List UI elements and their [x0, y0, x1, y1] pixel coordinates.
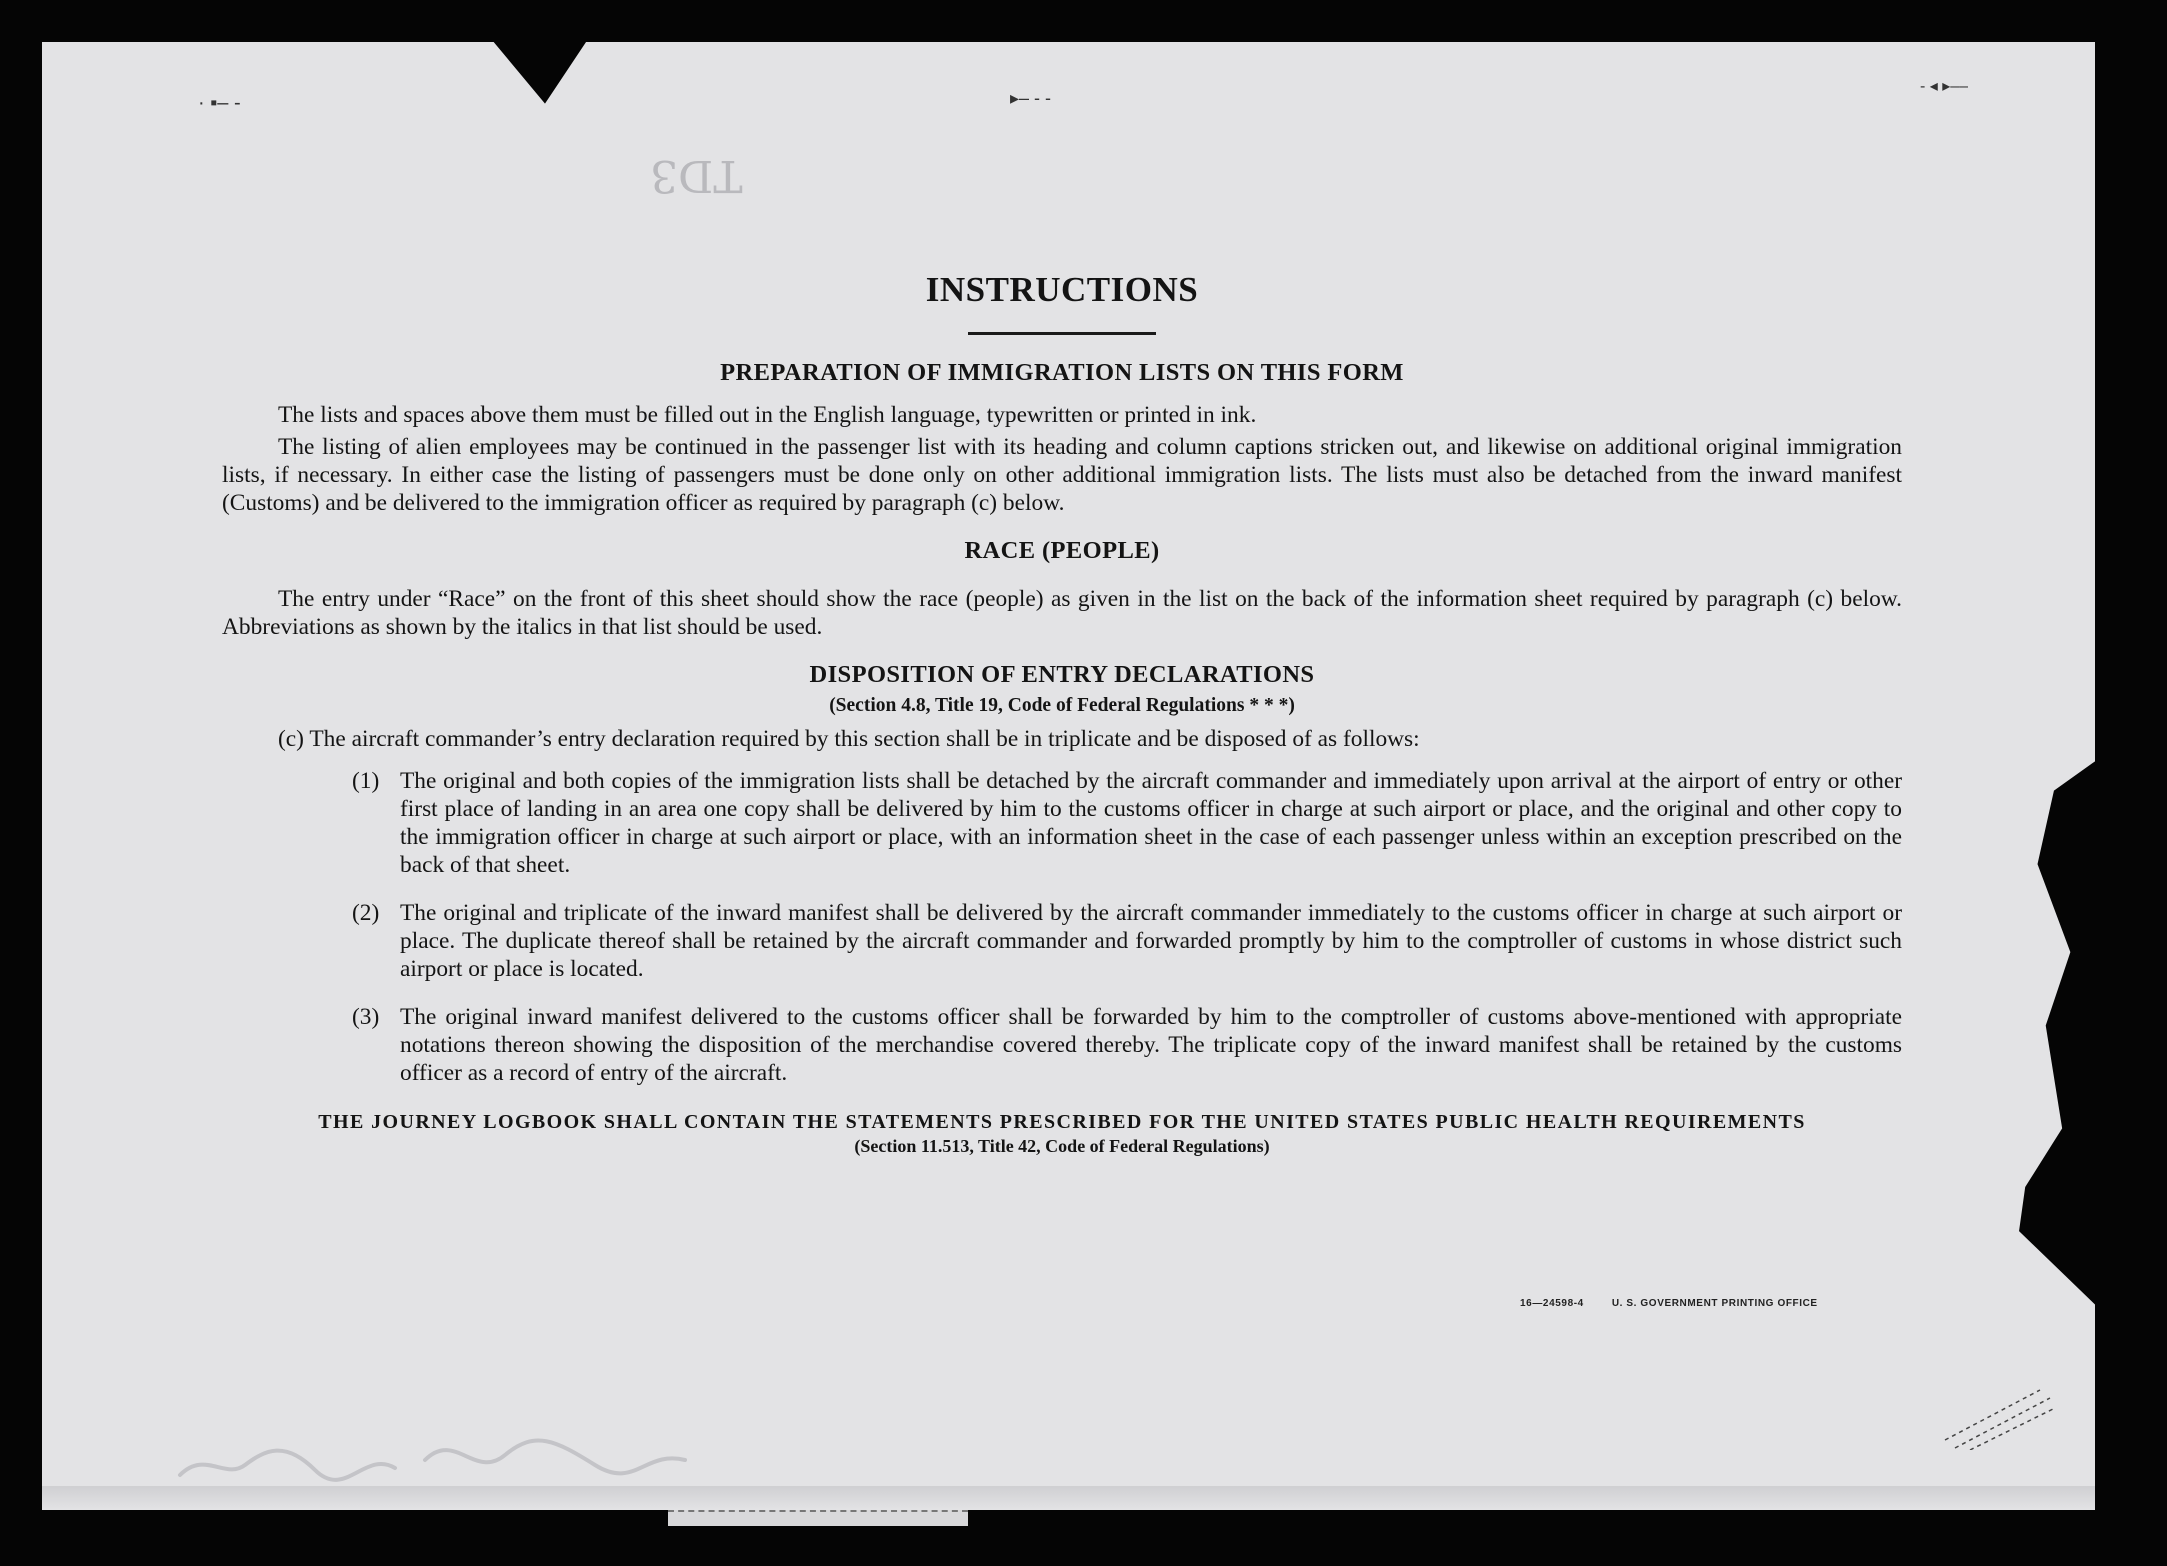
perforation-marks: [1940, 1370, 2060, 1450]
health-citation: (Section 11.513, Title 42, Code of Federal Regulations): [854, 1136, 1270, 1156]
printer-imprint: [1520, 1298, 1846, 1309]
item-text: The original and both copies of the immigration lists shall be detached by the aircraft commander and immediately upon arrival at the airport of entry or other first place of landing in an area one copy shall be delivered by him to the customs officer in charge at such airport or place, and the original and other copy to the immigration officer in charge at such airport or place, with an information sheet in the case of each passenger unless within an exception prescribed on the back of that sheet.: [400, 768, 1902, 878]
page-title: INSTRUCTIONS: [925, 270, 1199, 309]
item-number: (1): [352, 768, 380, 794]
section-heading-preparation: PREPARATION OF IMMIGRATION LISTS ON THIS FORM: [720, 359, 1404, 386]
scan-speck: - ◂ ▸––: [1920, 78, 1969, 95]
section-citation: (Section 4.8, Title 19, Code of Federal Regulations * * *): [829, 695, 1295, 716]
pencil-notation: TD3: [650, 150, 743, 201]
list-item: [222, 767, 1902, 879]
torn-tab: [668, 1510, 968, 1526]
item-number: (2): [352, 900, 380, 926]
health-statement: THE JOURNEY LOGBOOK SHALL CONTAIN THE STATEMENTS PRESCRIBED FOR THE UNITED STATES PUBLIC HEALTH REQUIREMENTS: [318, 1111, 1806, 1133]
instructions-content: [222, 270, 1902, 1157]
paragraph-c: (c) The aircraft commander’s entry declaration required by this section shall be in triplicate and be disposed of as follows:: [278, 726, 1420, 752]
item-text: The original inward manifest delivered to the customs officer shall be forwarded by him to the comptroller of customs above-mentioned with appropriate notations thereon showing the disposition of the merchandise covered thereby. The triplicate copy of the inward manifest shall be retained by the customs officer as a record of entry of the aircraft.: [400, 1004, 1902, 1086]
title-underline: [968, 332, 1156, 335]
list-item: [222, 1003, 1902, 1087]
paragraph: The listing of alien employees may be continued in the passenger list with its heading and column captions stricken out, and likewise on additional original immigration lists, if necessary. In either case the listing of passengers must be done only on other additional immigration lists. The lists must also be detached from the inward manifest (Customs) and be delivered to the immigration officer as required by paragraph (c) below.: [222, 434, 1902, 516]
scan-speck: ▸– - -: [1010, 88, 1052, 108]
faint-signature-image: [175, 1420, 695, 1490]
section-heading-disposition: DISPOSITION OF ENTRY DECLARATIONS: [809, 661, 1315, 688]
section-heading-race: RACE (PEOPLE): [964, 537, 1160, 564]
item-text: The original and triplicate of the inward manifest shall be delivered by the aircraft commander immediately to the customs officer in charge at such airport or place. The duplicate thereof shall be retained by the aircraft commander and forwarded promptly by him to the comptroller of customs in whose district such airport or place is located.: [400, 900, 1902, 982]
scan-speck: · ▪– -: [198, 92, 241, 114]
printer-name: U. S. GOVERNMENT PRINTING OFFICE: [1611, 1298, 1818, 1309]
paragraph: The entry under “Race” on the front of this sheet should show the race (people) as given in the list on the back of the information sheet required by paragraph (c) below. Abbreviations as shown by the italics in that list should be used.: [222, 586, 1902, 640]
paragraph: The lists and spaces above them must be filled out in the English language, typewritten or printed in ink.: [278, 402, 1257, 428]
item-number: (3): [352, 1004, 380, 1030]
list-item: [222, 899, 1902, 983]
form-number: 16—24598-4: [1520, 1298, 1584, 1309]
